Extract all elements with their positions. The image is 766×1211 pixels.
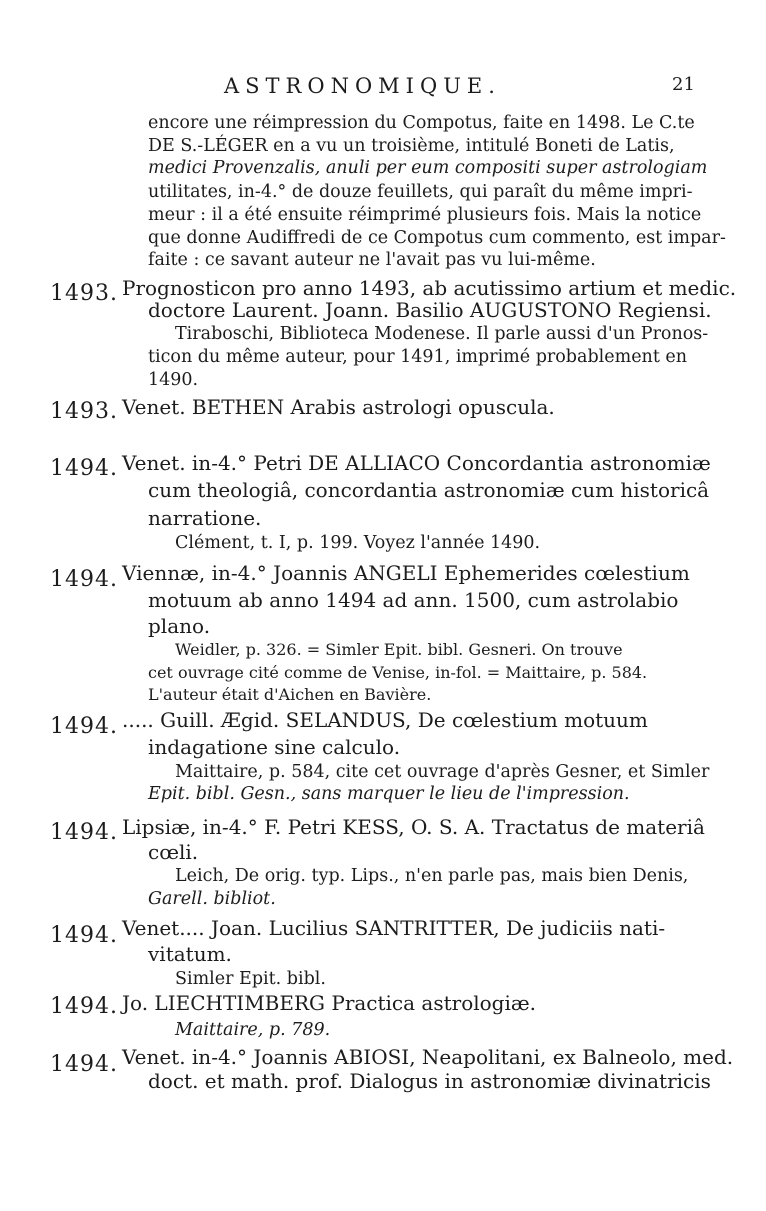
entry-year: 1493.	[50, 399, 118, 424]
entry-title-line: cum theologiâ, concordantia astronomiæ cum historicâ	[148, 478, 710, 502]
page-header	[0, 74, 766, 104]
entry-title-line: Viennæ, in-4.° Joannis ANGELI Ephemerides cœlestium	[122, 561, 690, 585]
entry-year: 1493.	[50, 281, 118, 306]
intro-line: meur : il a été ensuite réimprimé plusieurs fois. Mais la notice	[148, 205, 702, 225]
entry-title-line: Venet.... Joan. Lucilius SANTRITTER, De judiciis nati-	[122, 916, 666, 940]
entry-title-line: doct. et math. prof. Dialogus in astronomiæ divinatricis	[148, 1069, 711, 1093]
entry-title-line: plano.	[148, 614, 211, 638]
entry-note-line: Clément, t. I, p. 199. Voyez l'année 1490.	[175, 533, 541, 553]
entry-title-line: indagatione sine calculo.	[148, 735, 401, 759]
entry-year: 1494.	[50, 1052, 118, 1077]
entry-note-line: Maittaire, p. 789.	[175, 1020, 331, 1040]
entry-note-line: 1490.	[148, 370, 199, 390]
entry-note-line: cet ouvrage cité comme de Venise, in-fol. = Maittaire, p. 584.	[148, 663, 648, 682]
entry-year: 1494.	[50, 714, 118, 739]
entry-year: 1494.	[50, 923, 118, 948]
entry-title-line: Venet. in-4.° Petri DE ALLIACO Concordantia astronomiæ	[122, 451, 711, 475]
entry-note-line: Weidler, p. 326. = Simler Epit. bibl. Gesneri. On trouve	[175, 640, 623, 659]
intro-line: utilitates, in-4.° de douze feuillets, qui paraît du même impri-	[148, 182, 693, 202]
entry-title-line: ..... Guill. Ægid. SELANDUS, De cœlestium motuum	[122, 708, 648, 732]
entry-title-line: Lipsiæ, in-4.° F. Petri KESS, O. S. A. Tractatus de materiâ	[122, 815, 705, 839]
entry-note-line: Leich, De orig. typ. Lips., n'en parle pas, mais bien Denis,	[175, 866, 689, 886]
entry-title-line: motuum ab anno 1494 ad ann. 1500, cum astrolabio	[148, 588, 679, 612]
entry-title-line: Jo. LIECHTIMBERG Practica astrologiæ.	[122, 991, 537, 1015]
entry-title-line: doctore Laurent. Joann. Basilio AUGUSTONO Regiensi.	[148, 298, 712, 322]
entry-note-line: L'auteur était d'Aichen en Bavière.	[148, 685, 432, 704]
entry-title-line: narratione.	[148, 506, 262, 530]
intro-line: faite : ce savant auteur ne l'avait pas vu lui-même.	[148, 250, 596, 270]
intro-line: DE S.-LÉGER en a vu un troisième, intitulé Boneti de Latis,	[148, 136, 675, 156]
running-title: ASTRONOMIQUE.	[224, 74, 501, 98]
page-number: 21	[672, 74, 695, 95]
entry-year: 1494.	[50, 567, 118, 592]
entry-year: 1494.	[50, 456, 118, 481]
entry-year: 1494.	[50, 994, 118, 1019]
entry-note-line: Epit. bibl. Gesn., sans marquer le lieu de l'impression.	[148, 784, 630, 804]
intro-line: medici Provenzalis, anuli per eum compositi super astrologiam	[148, 158, 708, 178]
entry-year: 1494.	[50, 820, 118, 845]
entry-note-line: ticon du même auteur, pour 1491, imprimé probablement en	[148, 347, 688, 367]
entry-title-line: cœli.	[148, 840, 199, 864]
entry-title-line: Venet. BETHEN Arabis astrologi opuscula.	[122, 395, 555, 419]
entry-note-line: Garell. bibliot.	[148, 889, 276, 909]
entry-title-line: vitatum.	[148, 942, 232, 966]
entry-title-line: Prognosticon pro anno 1493, ab acutissimo artium et medic.	[122, 276, 737, 300]
entry-note-line: Tiraboschi, Biblioteca Modenese. Il parle aussi d'un Pronos-	[175, 324, 709, 344]
entry-note-line: Simler Epit. bibl.	[175, 969, 326, 989]
intro-line: que donne Audiffredi de ce Compotus cum commento, est impar-	[148, 228, 726, 248]
intro-line: encore une réimpression du Compotus, faite en 1498. Le C.te	[148, 113, 695, 133]
entry-title-line: Venet. in-4.° Joannis ABIOSI, Neapolitani, ex Balneolo, med.	[122, 1045, 734, 1069]
entry-note-line: Maittaire, p. 584, cite cet ouvrage d'après Gesner, et Simler	[175, 762, 710, 782]
